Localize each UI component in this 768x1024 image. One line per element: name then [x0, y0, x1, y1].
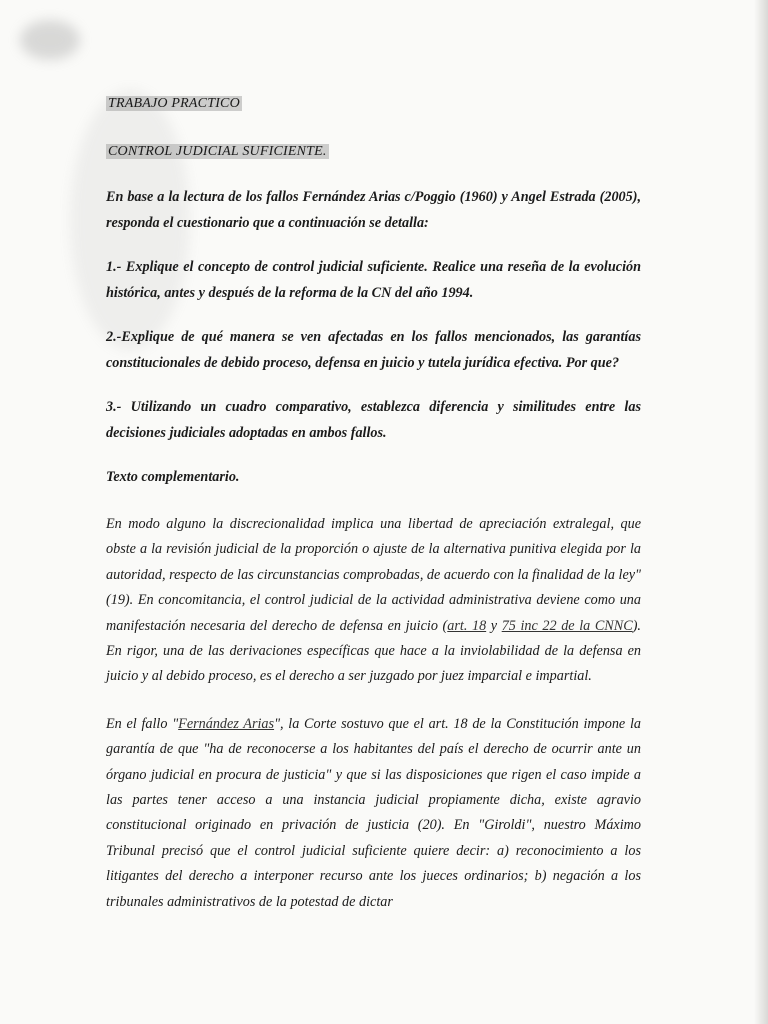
question-1: 1.- Explique el concepto de control judicial suficiente. Realice una reseña de la evolución histórica, antes y después de la reforma de la CN del año 1994.	[106, 259, 641, 301]
complementary-paragraph-1	[106, 512, 641, 690]
complementary-heading: Texto complementario.	[106, 469, 240, 485]
complementary-paragraph-2	[106, 712, 641, 915]
page-edge-shadow	[754, 0, 768, 1024]
reference-link-fernandez-arias[interactable]: Fernández Arias	[178, 715, 275, 732]
reference-link-art-75[interactable]: 75 inc 22 de la CNNC	[501, 617, 633, 634]
scan-smudge-top-left	[20, 20, 80, 60]
para-1-text-a: En modo alguno la discrecionalidad implica una libertad de apreciación extralegal, que obste a la revisión judicial de la proporción o ajuste de la alternativa punitiva elegida por la autoridad, respecto de las circunstancias comprobadas, de acuerdo con la finalidad de la ley"(19). En concomitancia, el control judicial de la actividad administrativa deviene como una manifestación necesaria del derecho de defensa en juicio (	[106, 516, 641, 634]
para-1-text-b: y	[486, 617, 502, 634]
para-1-text-c: ). En rigor, una de las derivaciones específicas que hace a la inviolabilidad de la defensa en juicio y al debido proceso, es el derecho a ser juzgado por juez imparcial e impartial.	[106, 617, 641, 685]
intro-paragraph: En base a la lectura de los fallos Fernández Arias c/Poggio (1960) y Angel Estrada (2005), responda el cuestionario que a continuación se detalla:	[106, 189, 641, 231]
reference-link-art-18[interactable]: art. 18	[447, 617, 487, 634]
para-2-text-a: En el fallo "	[106, 715, 179, 732]
para-2-text-b: ", la Corte sostuvo que el art. 18 de la Constitución impone la garantía de que "ha de reconocerse a los habitantes del país el derecho de ocurrir ante un órgano judicial en procura de justicia" y que si las disposiciones que rigen el caso impide a las partes tener acceso a una instancia judicial propiamente dicha, existe agravio constitucional originado en privación de justicia (20). En "Giroldi", nuestro Máximo Tribunal precisó que el control judicial suficiente quiere decir: a) reconocimiento a los litigantes del derecho a interponer recurso ante los jueces ordinarios; b) negación a los tribunales administrativos de la potestad de dictar	[106, 715, 641, 910]
document-body	[106, 94, 641, 915]
document-title: TRABAJO PRACTICO	[108, 96, 240, 111]
document-subtitle: CONTROL JUDICIAL SUFICIENTE.	[108, 144, 327, 159]
question-3: 3.- Utilizando un cuadro comparativo, establezca diferencia y similitudes entre las decisiones judiciales adoptadas en ambos fallos.	[106, 399, 641, 441]
question-2: 2.-Explique de qué manera se ven afectadas en los fallos mencionados, las garantías constitucionales de debido proceso, defensa en juicio y tutela jurídica efectiva. Por que?	[106, 329, 641, 371]
